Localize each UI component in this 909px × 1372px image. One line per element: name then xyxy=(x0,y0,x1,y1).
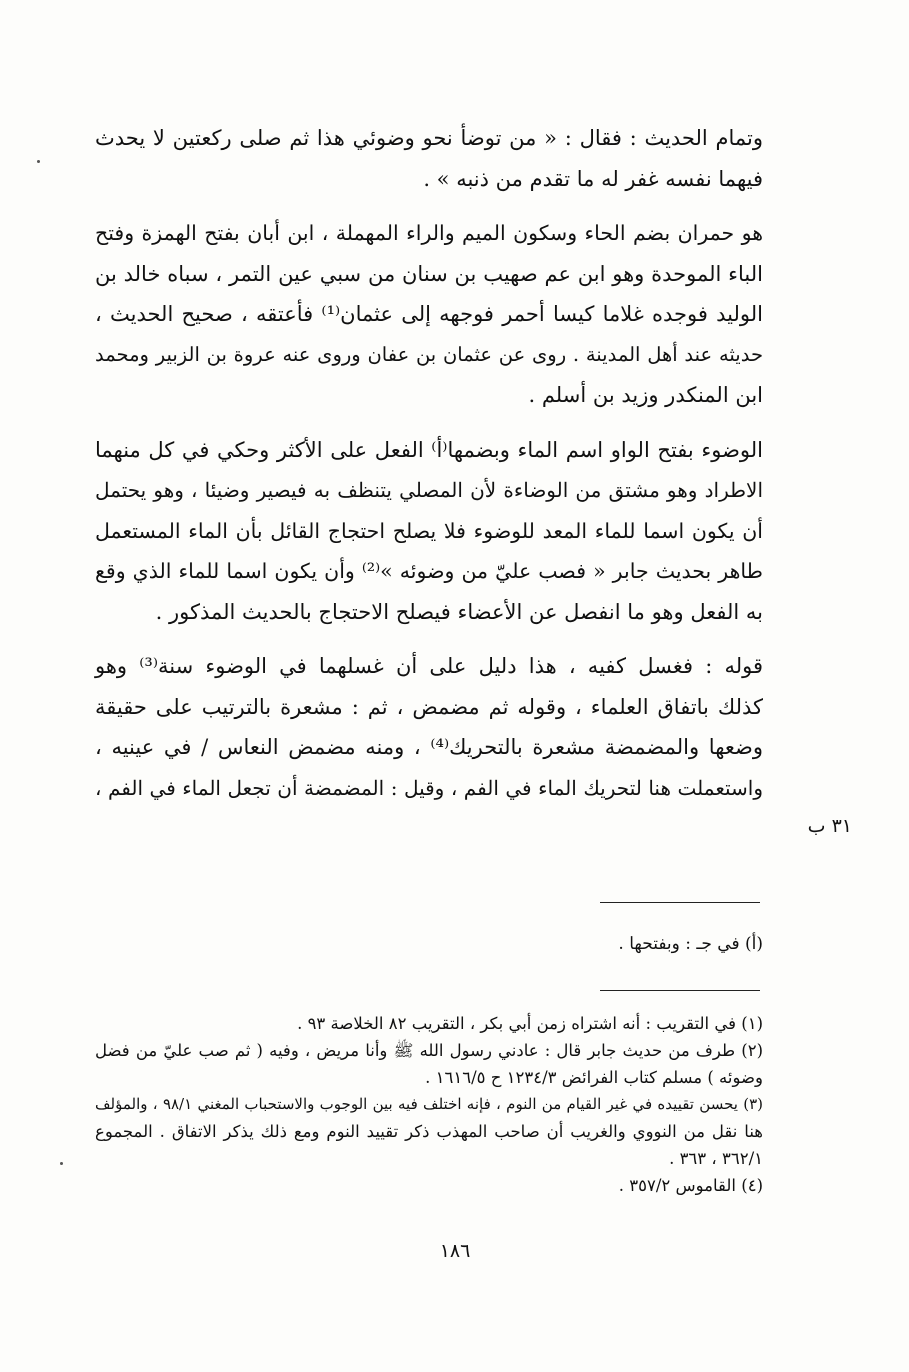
footnote-line: (١) في التقريب : أنه اشتراه زمن أبي بكر ، التقريب ٨٢ الخلاصة ٩٣ . xyxy=(297,1014,763,1033)
text-line: حديثه عند أهل المدينة . روى عن عثمان بن عفان وروى عنه عروة بن الزبير ومحمد xyxy=(95,342,763,366)
paragraph-hadith-completion xyxy=(95,118,763,199)
main-text xyxy=(95,118,763,808)
footnote-line: ٣٦٢/١ ، ٣٦٣ . xyxy=(669,1149,763,1168)
footnote-line: (٣) يحسن تقييده في غير القيام من النوم ، فإنه اختلف فيه بين الوجوب والاستحباب المغني ٩٨/١ ، والمؤلف xyxy=(95,1095,763,1113)
scan-speck xyxy=(60,1162,63,1165)
footnote-3 xyxy=(95,1091,763,1172)
manuscript-folio-marker: ٣١ ب xyxy=(807,815,852,837)
footnote-line: (٢) طرف من حديث جابر قال : عادني رسول الله ﷺ وأنا مريض ، وفيه ( ثم صب عليّ من فضل xyxy=(95,1041,763,1060)
text-line: هو حمران بضم الحاء وسكون الميم والراء المهملة ، ابن أبان بفتح الهمزة وفتح xyxy=(95,221,763,245)
text-line: قوله : فغسل كفيه ، هذا دليل على أن غسلهما في الوضوء سنة⁽³⁾ وهو xyxy=(95,654,763,678)
text-line: الوليد فوجده غلاما كيسا أحمر فوجهه إلى عثمان⁽¹⁾ فأعتقه ، صحيح الحديث ، xyxy=(95,302,763,326)
footnote-2 xyxy=(95,1037,763,1091)
footnote-separator-2 xyxy=(600,990,760,991)
paragraph-humran xyxy=(95,213,763,416)
footnote-line: هنا نقل من النووي والغريب أن صاحب المهذب ذكر تقييد النوم ومع ذلك يذكر الاتفاق . المجموع xyxy=(95,1122,763,1141)
scan-speck xyxy=(37,160,40,163)
paragraph-wudu xyxy=(95,430,763,633)
text-line: أن يكون اسما للماء المعد للوضوء فلا يصلح احتجاج القائل بأن الماء المستعمل xyxy=(95,518,763,543)
text-line: وضعها والمضمضة مشعرة بالتحريك⁽⁴⁾ ، ومنه مضمض النعاس / في عينيه ، xyxy=(95,735,763,759)
text-line: طاهر بحديث جابر « فصب عليّ من وضوئه »⁽²⁾ وأن يكون اسما للماء الذي وقع xyxy=(95,559,763,583)
page-number: ١٨٦ xyxy=(439,1240,471,1262)
footnote-separator xyxy=(600,902,760,903)
paragraph-washing-hands xyxy=(95,646,763,808)
text-line: كذلك باتفاق العلماء ، وقوله ثم مضمض ، ثم : مشعرة بالترتيب على حقيقة xyxy=(95,694,763,719)
text-line: ابن المنكدر وزيد بن أسلم . xyxy=(528,383,763,407)
text-line: الباء الموحدة وهو ابن عم صهيب بن سنان من سبي عين التمر ، سباه خالد بن xyxy=(95,261,763,286)
text-line: وتمام الحديث : فقال : « من توضأ نحو وضوئي هذا ثم صلى ركعتين لا يحدث xyxy=(95,126,763,150)
footnote-line: وضوئه ) مسلم كتاب الفرائض ١٢٣٤/٣ ح ١٦١٦/٥ . xyxy=(425,1068,763,1087)
text-line: به الفعل وهو ما انفصل عن الأعضاء فيصلح الاحتجاج بالحديث المذكور . xyxy=(155,599,763,624)
text-line: واستعملت هنا لتحريك الماء في الفم ، وقيل : المضمضة أن تجعل الماء في الفم ، xyxy=(95,775,763,800)
text-line: الاطراد وهو مشتق من الوضاءة لأن المصلي يتنظف به فيصير وضيئا ، وهو يحتمل xyxy=(95,478,763,502)
footnotes xyxy=(95,1010,763,1199)
footnote-line: (٤) القاموس ٣٥٧/٢ . xyxy=(618,1176,763,1195)
footnote-4 xyxy=(95,1172,763,1199)
text-line: الوضوء بفتح الواو اسم الماء وبضمها⁽أ⁾ الفعل على الأكثر وحكي في كل منهما xyxy=(95,437,763,462)
footnote-1 xyxy=(95,1010,763,1037)
variant-reading-note: (أ) في جـ : وبفتحها . xyxy=(618,934,763,954)
text-line: فيهما نفسه غفر له ما تقدم من ذنبه » . xyxy=(423,166,763,191)
